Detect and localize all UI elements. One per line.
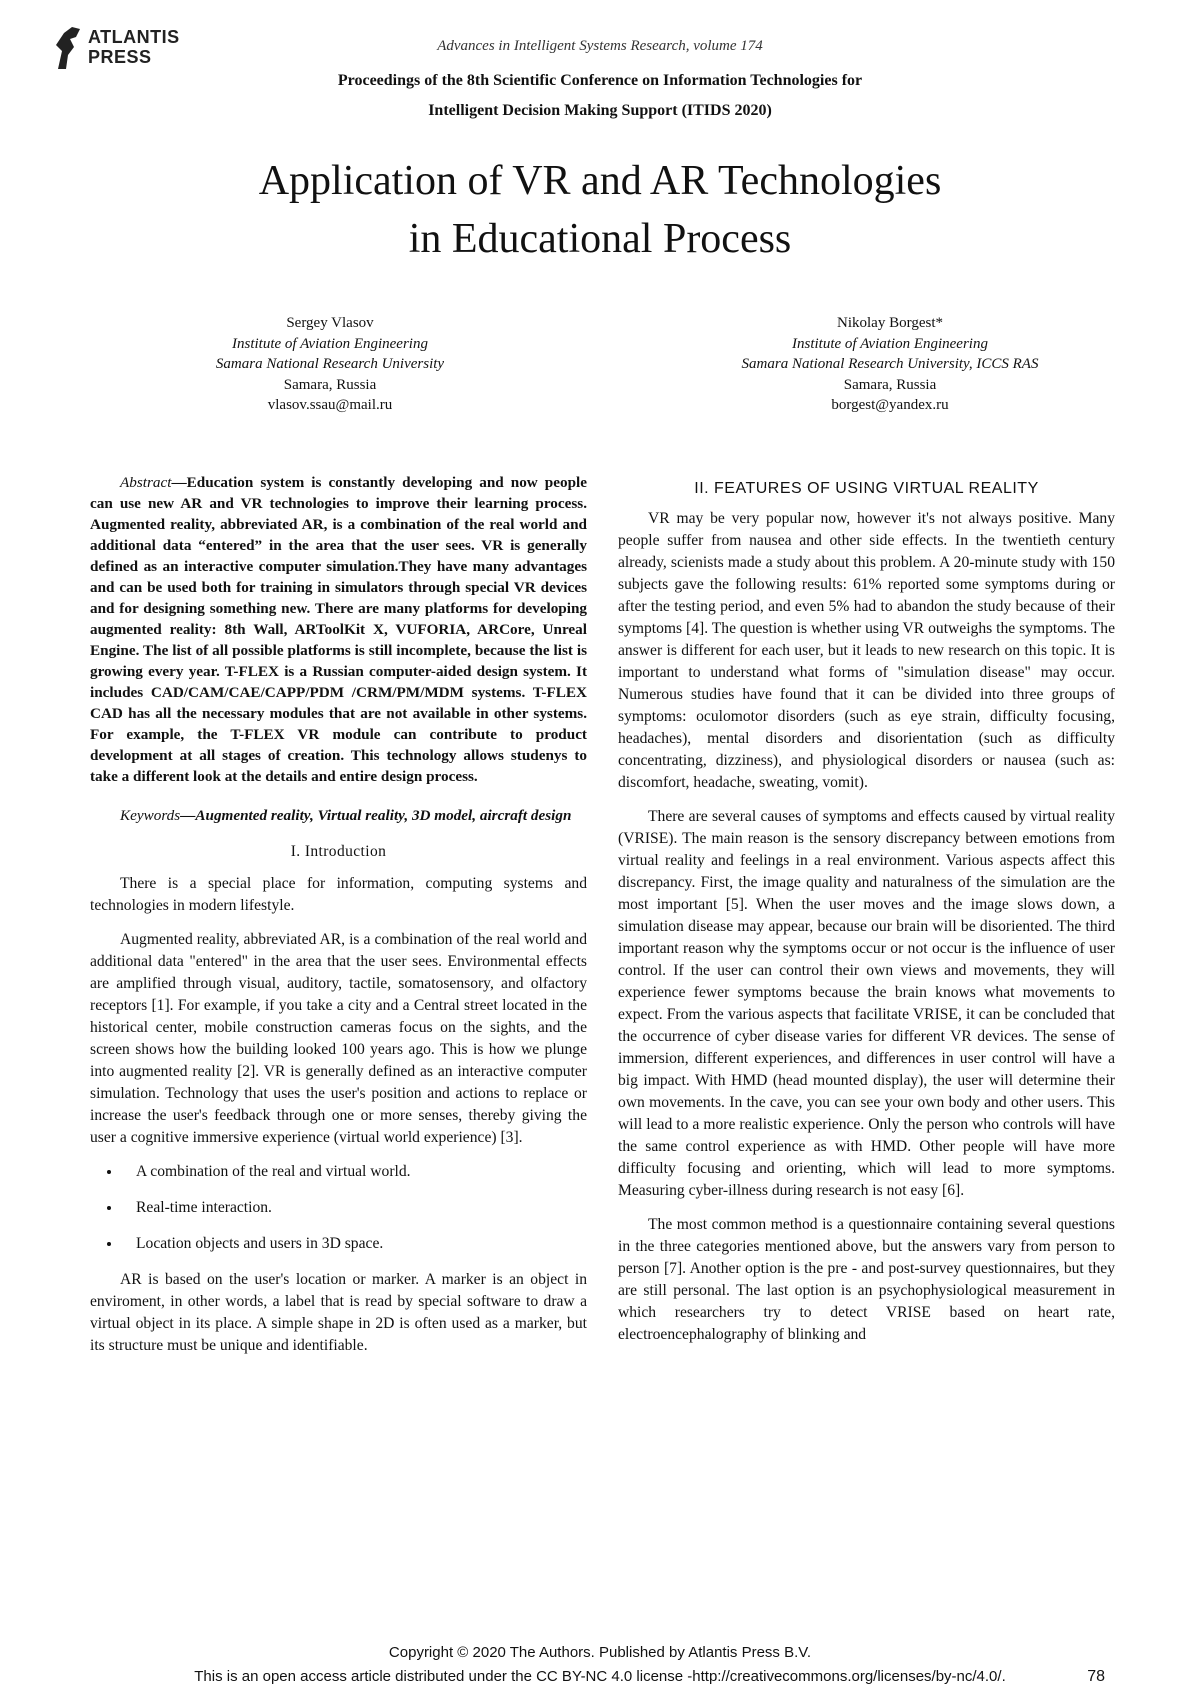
author-university: Samara National Research University, ICCS RAS — [741, 356, 1039, 372]
author-university: Samara National Research University — [215, 356, 445, 372]
series-title: Advances in Intelligent Systems Research, volume 174 — [437, 38, 763, 54]
list-item: • Real-time interaction. — [122, 1197, 587, 1219]
proceedings-line2: Intelligent Decision Making Support (ITIDS 2020) — [428, 102, 772, 119]
keywords-lead: Keywords — [120, 807, 181, 824]
abstract — [90, 472, 587, 787]
left-column — [90, 472, 587, 1369]
proceedings-title — [0, 66, 1200, 126]
list-item: • A combination of the real and virtual world. — [122, 1161, 587, 1183]
author-city: Samara, Russia — [283, 376, 377, 393]
page-number: 78 — [1087, 1668, 1105, 1685]
proceedings-line1: Proceedings of the 8th Scientific Conference on Information Technologies for — [337, 72, 863, 89]
keywords — [90, 805, 587, 827]
paragraph: There are several causes of symptoms and effects caused by virtual reality (VRISE). The main reason is the sensory discrepancy between emotions from virtual reality and feelings in a real environment. Various aspects affect this discrepancy. First, the image quality and naturalness of the simulation are the most important [5]. When the user moves and the image slows down, a simulation disease may appear, because our brain will be disoriented. The third important reason why the symptoms occur or not occur is the influence of user control. If the user can control their own views and movements, they will experience fewer symptoms because the brain knows what movements to expect. From the various aspects that facilitate VRISE, it can be concluded that the occurrence of cyber disease varies for different VR devices. The sense of immersion, different experiences, and differences in user control will have a big impact. With HMD (head mounted display), the user will determine their own movements. In the cave, you can see your own body and other users. This will lead to a more realistic experience. Only the person who controls will have the same control experience as with HMD. Other people will have more difficulty focusing and orienting, which will lead to more symptoms. Measuring cyber-illness during research is not easy [6]. — [618, 808, 1115, 1199]
author-affiliation: Institute of Aviation Engineering — [232, 335, 428, 352]
paragraph: VR may be very popular now, however it's not always positive. Many people suffer from nausea and other side effects. In the twentieth century already, scienists made a study about this problem. A 20-minute study with 150 subjects gave the following results: 61% reported some symptoms during or after the testing period, and even 5% had to abandon the study because of their symptoms [4]. The question is whether using VR outweighs the symptoms. The answer is different for each user, but it leads to new research on this topic. It is important to understand what forms of "simulation disease" may occur. Numerous studies have found that it can be divided into three groups of symptoms: oculomotor disorders (such as eye strain, difficulty focusing, headaches), mental disorders and disorientation (such as difficulty concentrating, dizziness), and physiological disorders or nausea (such as: discomfort, headache, sweating, vomit). — [618, 510, 1115, 791]
right-column — [618, 476, 1115, 1358]
section-heading: I. Introduction — [290, 843, 387, 860]
author-name: Sergey Vlasov — [286, 315, 374, 331]
logo-line1: ATLANTIS — [88, 27, 180, 47]
author-email[interactable]: borgest@yandex.ru — [831, 397, 949, 413]
paper-title-line1: Application of VR and AR Technologies — [258, 158, 942, 204]
abstract-text: —Education system is constantly developing and now people can use new AR and VR technologies to improve their learning process. Augmented reality, abbreviated AR, is a combination of the real world and additional data “entered” in the area that the user sees. VR is generally defined as an interactive computer simulation.They have many advantages and can be used both for training in simulators through special VR devices and for designing something new. There are many platforms for developing augmented reality: 8th Wall, ARToolKit X, VUFORIA, ARCore, Unreal Engine. The list of all possible platforms is still incomplete, because the list is growing every year. T-FLEX is a Russian computer-aided design system. It includes CAD/CAM/CAE/CAPP/PDM /CRM/PM/MDM systems. T-FLEX CAD has all the necessary modules that are not available in other systems. For example, the T-FLEX VR module can contribute to product development at all stages of creation. This technology allows studenys to take a different look at the details and entire design process. — [90, 474, 587, 785]
author-name: Nikolay Borgest* — [837, 315, 943, 331]
bullet-list — [90, 1161, 587, 1255]
paragraph: There is a special place for information, computing systems and technologies in modern lifestyle. — [90, 875, 587, 914]
paper-title-line2: in Educational Process — [408, 216, 792, 262]
author-affiliation: Institute of Aviation Engineering — [792, 335, 988, 352]
footer-license[interactable]: This is an open access article distributed under the CC BY-NC 4.0 license -http://creativecommons.org/licenses/by-nc/4.0/. — [194, 1668, 1006, 1685]
abstract-lead: Abstract — [120, 474, 172, 491]
author-email[interactable]: vlasov.ssau@mail.ru — [267, 397, 393, 413]
author-block-2 — [680, 313, 1100, 416]
footer-copyright: Copyright © 2020 The Authors. Published by Atlantis Press B.V. — [388, 1644, 812, 1661]
author-block-1 — [130, 313, 530, 416]
list-item: • Location objects and users in 3D space. — [122, 1233, 587, 1255]
paragraph: Augmented reality, abbreviated AR, is a combination of the real world and additional data "entered" in the area that the user sees. Environmental effects are amplified through visual, auditory, tactile, somatosensory, and olfactory receptors [1]. For example, if you take a city and a Central street located in the historical center, mobile construction cameras focus on the sights, and the screen shows how the building looked 100 years ago. This is how we plunge into augmented reality [2]. VR is generally defined as an interactive computer simulation. Technology that uses the user's position and actions to replace or increase the user's feedback through one or more senses, thereby giving the user a cognitive immersive experience (virtual world experience) [3]. — [90, 931, 587, 1146]
keywords-text: —Augmented reality, Virtual reality, 3D model, aircraft design — [180, 807, 572, 824]
author-city: Samara, Russia — [843, 376, 937, 393]
paragraph: The most common method is a questionnaire containing several questions in the three categories mentioned above, but the answers vary from person to person [7]. Another option is the pre - and post-survey questionnaires, but they are still personal. The last option is an psychophysiological measurement in which researchers try to detect VRISE based on heart rate, electroencephalography of blinking and — [618, 1216, 1115, 1343]
section-heading: II. FEATURES OF USING VIRTUAL REALITY — [694, 480, 1039, 497]
logo-line2: PRESS — [88, 47, 152, 67]
paper-title — [0, 152, 1200, 268]
paragraph: AR is based on the user's location or marker. A marker is an object in enviroment, in other words, a label that is read by special software to draw a virtual object in its place. A simple shape in 2D is often used as a marker, but its structure must be unique and identifiable. — [90, 1271, 587, 1354]
